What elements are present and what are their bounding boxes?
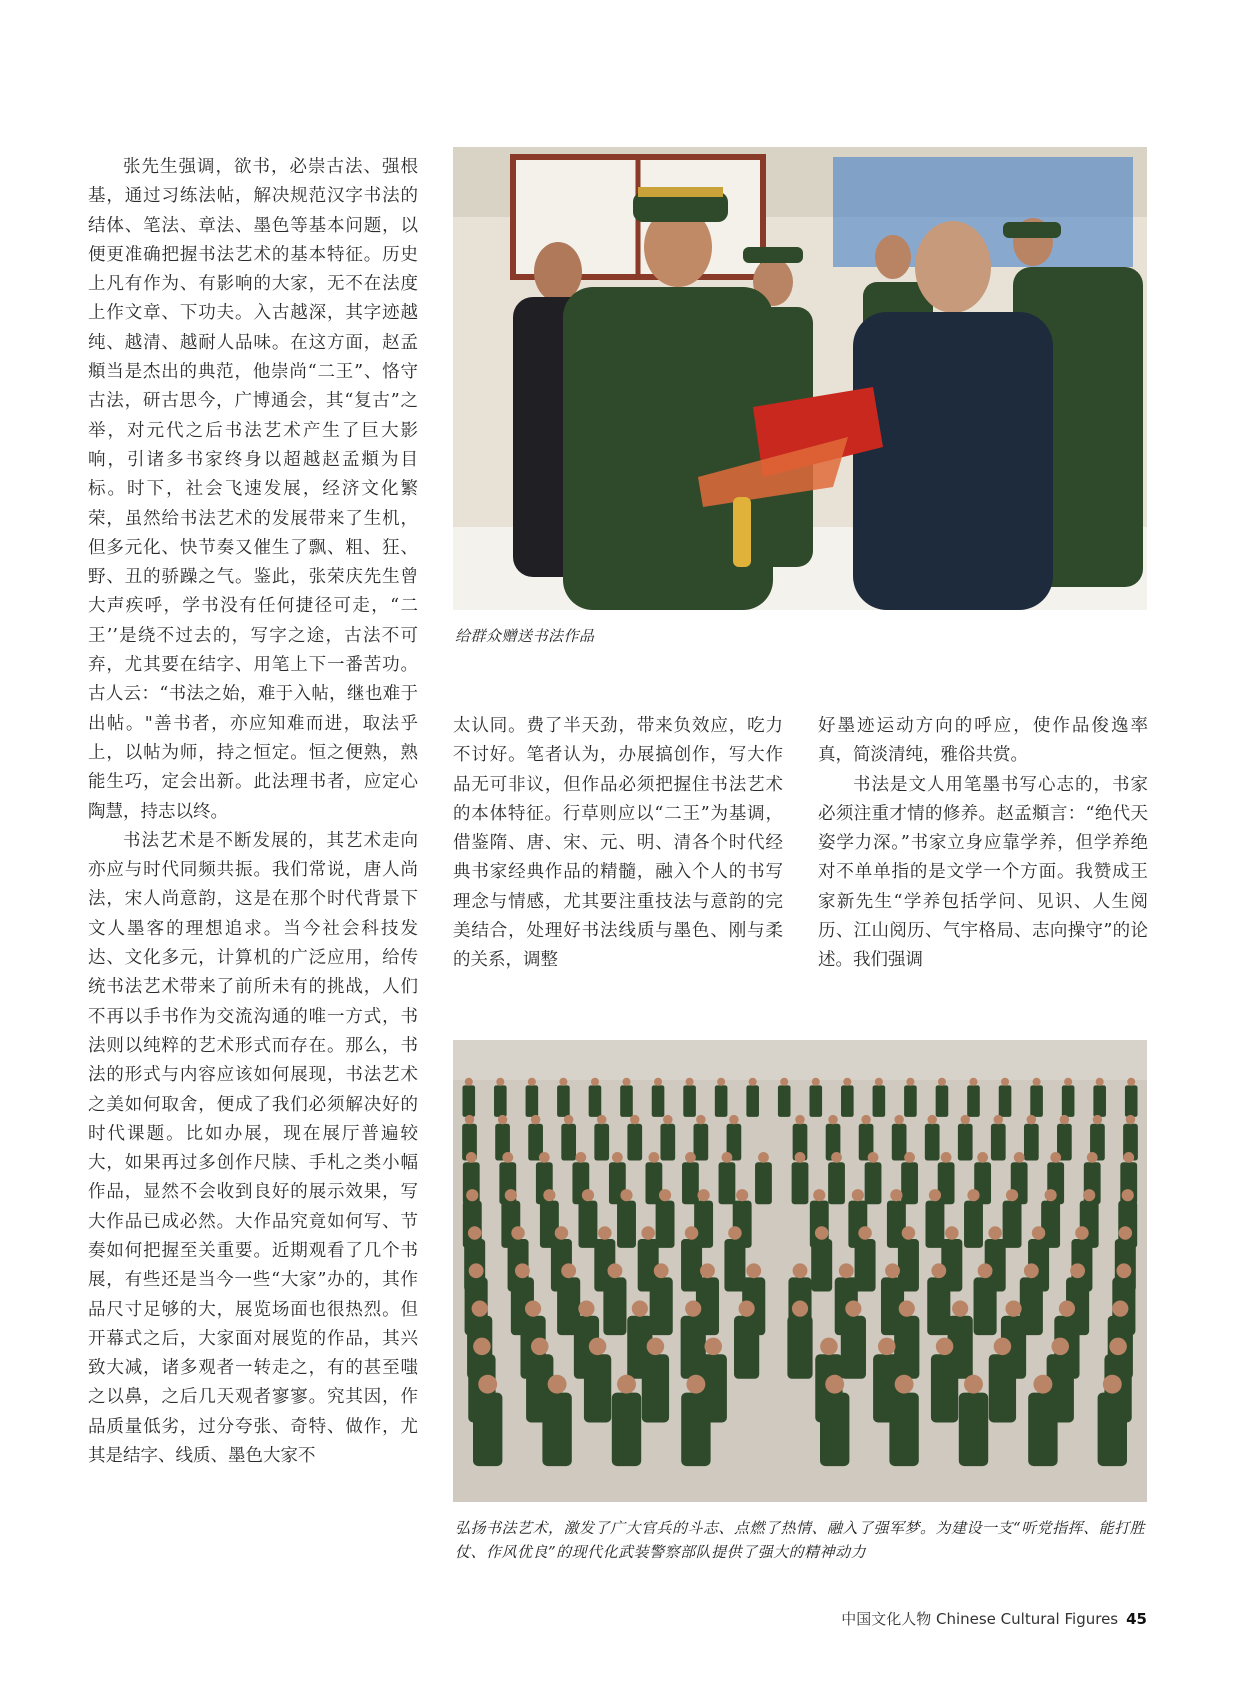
soldier-head bbox=[620, 1189, 632, 1201]
soldier-head bbox=[825, 1375, 844, 1394]
photo-soldiers-formation bbox=[453, 1040, 1147, 1502]
soldier-figure bbox=[792, 1162, 809, 1204]
soldier-figure bbox=[561, 1124, 576, 1161]
paragraph: 书法是文人用笔墨书写心志的，书家必须注重才情的修养。赵孟頫言：“绝代天姿学力深。”书家立身应靠学养，但学养绝对不单单指的是文学一个方面。我赞成王家新先生“学养包括学问、见识、人生阅历、江山阅历、气宇格局、志向操守”的论述。我们强调 bbox=[818, 774, 1148, 971]
soldier-head bbox=[815, 1226, 829, 1240]
soldier-head bbox=[780, 1078, 788, 1086]
soldier-head bbox=[1051, 1338, 1069, 1356]
soldier-head bbox=[598, 1226, 612, 1240]
soldier-head bbox=[813, 1189, 825, 1201]
soldier-head bbox=[858, 1226, 872, 1240]
soldier-head bbox=[1005, 1301, 1021, 1317]
article-column-right bbox=[818, 712, 1148, 976]
soldier-head bbox=[704, 1338, 722, 1356]
soldier-figure bbox=[841, 1085, 854, 1117]
soldier-head bbox=[511, 1226, 525, 1240]
photo-caption: 弘扬书法艺术，激发了广大官兵的斗志、点燃了热情、融入了强军梦。为建设一支“听党指挥、能打胜仗、作风优良”的现代化武装警察部队提供了强大的精神动力 bbox=[455, 1519, 1146, 1561]
soldier-head bbox=[608, 1263, 623, 1278]
soldier-head bbox=[961, 1115, 970, 1124]
soldier-head bbox=[1123, 1152, 1134, 1163]
soldier-head bbox=[1006, 1189, 1018, 1201]
soldier-figure bbox=[828, 1162, 845, 1204]
soldier-head bbox=[902, 1226, 916, 1240]
soldier-figure bbox=[1024, 1124, 1039, 1161]
soldier-figure bbox=[778, 1085, 791, 1117]
soldier-head bbox=[843, 1078, 851, 1086]
soldier-head bbox=[938, 1078, 946, 1086]
soldier-head bbox=[473, 1338, 491, 1356]
soldier-head bbox=[845, 1301, 861, 1317]
soldier-head bbox=[685, 1152, 696, 1163]
soldier-figure bbox=[473, 1393, 502, 1467]
soldier-head bbox=[952, 1301, 968, 1317]
soldier-figure bbox=[627, 1124, 642, 1161]
soldier-figure bbox=[873, 1085, 886, 1117]
soldier-head bbox=[698, 1189, 710, 1201]
soldier-head bbox=[978, 1263, 993, 1278]
soldier-figure bbox=[660, 1124, 675, 1161]
soldier-head bbox=[964, 1375, 983, 1394]
soldier-figure bbox=[787, 1316, 812, 1379]
soldier-head bbox=[795, 1115, 804, 1124]
article-column-middle bbox=[453, 712, 783, 976]
soldier-figure bbox=[755, 1162, 772, 1204]
soldier-head bbox=[632, 1301, 648, 1317]
soldier-head bbox=[654, 1078, 662, 1086]
soldier-head bbox=[478, 1375, 497, 1394]
soldier-figure bbox=[1093, 1085, 1106, 1117]
soldier-head bbox=[890, 1189, 902, 1201]
soldier-figure bbox=[620, 1085, 633, 1117]
photo-gift-presentation bbox=[453, 147, 1147, 610]
soldier-head bbox=[793, 1263, 808, 1278]
soldier-figure bbox=[462, 1085, 475, 1117]
soldier-figure bbox=[841, 1316, 866, 1379]
soldier-head bbox=[685, 1301, 701, 1317]
soldier-head bbox=[904, 1152, 915, 1163]
soldier-figure bbox=[1098, 1393, 1127, 1467]
soldier-head bbox=[498, 1115, 507, 1124]
soldier-figure bbox=[683, 1085, 696, 1117]
soldier-figure bbox=[964, 1201, 983, 1248]
photo-soldiers-formation-illustration bbox=[453, 1040, 1147, 1502]
soldier-figure bbox=[652, 1085, 665, 1117]
soldier-figure bbox=[494, 1085, 507, 1117]
soldier-head bbox=[659, 1189, 671, 1201]
soldier-head bbox=[994, 1338, 1012, 1356]
soldier-head bbox=[1033, 1375, 1052, 1394]
soldier-figure bbox=[931, 1354, 958, 1422]
soldier-head bbox=[820, 1338, 838, 1356]
soldier-head bbox=[977, 1152, 988, 1163]
soldier-figure bbox=[557, 1085, 570, 1117]
soldier-figure bbox=[746, 1085, 759, 1117]
soldier-head bbox=[885, 1263, 900, 1278]
article-column-left bbox=[88, 153, 418, 1471]
soldier-figure bbox=[594, 1124, 609, 1161]
soldier-head bbox=[988, 1226, 1002, 1240]
soldier-figure bbox=[642, 1354, 669, 1422]
soldier-figure bbox=[958, 1124, 973, 1161]
soldier-figure bbox=[1028, 1393, 1057, 1467]
soldier-head bbox=[622, 1078, 630, 1086]
soldier-figure bbox=[682, 1162, 699, 1204]
soldier-figure bbox=[925, 1124, 940, 1161]
soldier-head bbox=[927, 1115, 936, 1124]
soldier-head bbox=[894, 1115, 903, 1124]
paragraph: 书法艺术是不断发展的，其艺术走向亦应与时代同频共振。我们常说，唐人尚法，宋人尚意韵，这是在那个时代背景下文人墨客的理想追求。当今社会科技发达、文化多元，计算机的广泛应用，给传统书法艺术带来了前所未有的挑战，人们不再以手书作为交流沟通的唯一方式，书法则以纯粹的艺术形式而存在。那么，书法的形式与内容应该如何展现，书法艺术之美如何取舍，便成了我们必须解决好的时代课题。比如办展，现在展厅普遍较大，如果再过多创作尺牍、手札之类小幅作品，显然不会收到良好的展示效果，写大作品已成必然。大作品究竟如何写、节奏如何把握至关重要。近期观看了几个书展，有些还是当今一些“大家”办的，其作品尺寸足够的大，展览场面也很热烈。但开幕式之后，大家面对展览的作品，其兴致大减，诸多观者一转走之，有的甚至嗤之以鼻，之后几天观者寥寥。究其因，作品质量低劣，过分夸张、奇特、做作，尤其是结字、线质、墨色大家不 bbox=[88, 830, 418, 1467]
photo-gift-presentation-illustration bbox=[453, 147, 1147, 610]
soldier-figure bbox=[650, 1277, 673, 1335]
soldier-figure bbox=[603, 1277, 626, 1335]
soldier-figure bbox=[578, 1201, 597, 1248]
soldier-head bbox=[852, 1189, 864, 1201]
soldier-head bbox=[555, 1226, 569, 1240]
soldier-figure bbox=[734, 1316, 759, 1379]
soldier-head bbox=[1027, 1115, 1036, 1124]
soldier-head bbox=[931, 1263, 946, 1278]
soldier-head bbox=[1014, 1152, 1025, 1163]
soldier-head bbox=[1045, 1189, 1057, 1201]
soldier-head bbox=[466, 1152, 477, 1163]
soldier-head bbox=[1001, 1078, 1009, 1086]
soldier-head bbox=[1083, 1189, 1095, 1201]
soldier-head bbox=[663, 1115, 672, 1124]
soldier-head bbox=[539, 1152, 550, 1163]
soldier-head bbox=[899, 1301, 915, 1317]
soldier-head bbox=[828, 1115, 837, 1124]
soldier-figure bbox=[1030, 1085, 1043, 1117]
soldier-head bbox=[591, 1078, 599, 1086]
soldier-head bbox=[561, 1263, 576, 1278]
soldier-head bbox=[969, 1078, 977, 1086]
soldier-head bbox=[746, 1263, 761, 1278]
soldier-figure bbox=[889, 1393, 918, 1467]
soldier-head bbox=[696, 1115, 705, 1124]
soldier-head bbox=[895, 1375, 914, 1394]
soldier-figure bbox=[904, 1085, 917, 1117]
soldier-head bbox=[465, 1115, 474, 1124]
soldier-head bbox=[722, 1152, 733, 1163]
soldier-head bbox=[647, 1338, 665, 1356]
soldier-head bbox=[465, 1078, 473, 1086]
soldier-head bbox=[929, 1189, 941, 1201]
soldier-head bbox=[994, 1115, 1003, 1124]
soldier-head bbox=[831, 1152, 842, 1163]
soldier-head bbox=[1096, 1078, 1104, 1086]
soldier-head bbox=[736, 1189, 748, 1201]
soldier-head bbox=[641, 1226, 655, 1240]
soldier-figure bbox=[715, 1085, 728, 1117]
soldier-figure bbox=[809, 1085, 822, 1117]
soldier-head bbox=[878, 1338, 896, 1356]
soldier-head bbox=[654, 1263, 669, 1278]
soldier-head bbox=[531, 1115, 540, 1124]
soldier-head bbox=[1127, 1078, 1135, 1086]
soldier-figure bbox=[901, 1162, 918, 1204]
soldier-head bbox=[700, 1263, 715, 1278]
soldier-head bbox=[528, 1078, 536, 1086]
soldier-figure bbox=[991, 1124, 1006, 1161]
soldier-head bbox=[1109, 1338, 1127, 1356]
soldier-head bbox=[1060, 1115, 1069, 1124]
soldier-head bbox=[1064, 1078, 1072, 1086]
soldier-head bbox=[468, 1226, 482, 1240]
soldier-head bbox=[792, 1301, 808, 1317]
page-number: 45 bbox=[1126, 1610, 1147, 1628]
soldier-figure bbox=[542, 1393, 571, 1467]
soldier-head bbox=[531, 1338, 549, 1356]
soldier-head bbox=[868, 1152, 879, 1163]
paragraph: 张先生强调，欲书，必崇古法、强根基，通过习练法帖，解决规范汉字书法的结体、笔法、章法、墨色等基本问题，以便更准确把握书法艺术的基本特征。历史上凡有作为、有影响的大家，无不在法度上作文章、下功夫。入古越深，其字迹越纯、越清、越耐人品味。在这方面，赵孟頫当是杰出的典范，他崇尚“二王”、恪守古法，研古思今，广博通会，其“复古”之举，对元代之后书法艺术产生了巨大影响，引诸多书家终身以超越赵孟頫为目标。时下，社会飞速发展，经济文化繁荣，虽然给书法艺术的发展带来了生机，但多元化、快节奏又催生了飘、粗、狂、野、丑的骄躁之气。鉴此，张荣庆先生曾大声疾呼，学书没有任何捷径可走，“二王’’是绕不过去的，写字之途，古法不可弃，尤其要在结字、用笔上下一番苦功。古人云：“书法之始，难于入帖，继也难于出帖。"善书者，亦应知难而进，取法乎上，以帖为师，持之恒定。恒之便熟，熟能生巧，定会出新。此法理书者，应定心陶慧，持志以终。 bbox=[88, 157, 418, 822]
soldier-figure bbox=[967, 1085, 980, 1117]
soldier-head bbox=[1126, 1115, 1135, 1124]
soldier-head bbox=[936, 1338, 954, 1356]
soldier-figure bbox=[820, 1393, 849, 1467]
soldier-head bbox=[564, 1115, 573, 1124]
soldier-head bbox=[472, 1301, 488, 1317]
soldier-head bbox=[967, 1189, 979, 1201]
soldier-head bbox=[543, 1189, 555, 1201]
soldier-figure bbox=[936, 1085, 949, 1117]
soldier-figure bbox=[1125, 1085, 1138, 1117]
soldier-head bbox=[861, 1115, 870, 1124]
paragraph: 太认同。费了半天劲，带来负效应，吃力不讨好。笔者认为，办展搞创作，写大作品无可非议，但作品必须把握住书法艺术的本体特征。行草则应以“二王”为基调，借鉴隋、唐、宋、元、明、清各个时代经典书家经典作品的精髓，融入个人的书写理念与情感，尤其要注重技法与意韵的完美结合，处理好书法线质与墨色、刚与柔的关系，调整 bbox=[453, 716, 783, 971]
soldier-figure bbox=[612, 1393, 641, 1467]
soldier-head bbox=[1050, 1152, 1061, 1163]
soldier-head bbox=[839, 1263, 854, 1278]
soldier-head bbox=[502, 1152, 513, 1163]
soldier-head bbox=[739, 1301, 755, 1317]
soldier-figure bbox=[681, 1393, 710, 1467]
soldier-head bbox=[1087, 1152, 1098, 1163]
soldier-figure bbox=[584, 1354, 611, 1422]
soldier-head bbox=[1033, 1078, 1041, 1086]
soldier-head bbox=[559, 1078, 567, 1086]
soldier-figure bbox=[694, 1124, 709, 1161]
soldier-figure bbox=[1003, 1201, 1022, 1248]
soldier-head bbox=[1070, 1263, 1085, 1278]
soldier-head bbox=[1075, 1226, 1089, 1240]
soldier-head bbox=[469, 1263, 484, 1278]
soldier-head bbox=[686, 1375, 705, 1394]
soldier-head bbox=[945, 1226, 959, 1240]
soldier-head bbox=[630, 1115, 639, 1124]
soldier-figure bbox=[1062, 1085, 1075, 1117]
soldier-head bbox=[728, 1226, 742, 1240]
page-footer bbox=[841, 1608, 1147, 1629]
soldier-figure bbox=[927, 1277, 950, 1335]
soldier-figure bbox=[892, 1124, 907, 1161]
soldier-figure bbox=[719, 1162, 736, 1204]
soldier-head bbox=[685, 1226, 699, 1240]
soldier-figure bbox=[959, 1393, 988, 1467]
soldier-head bbox=[875, 1078, 883, 1086]
soldier-head bbox=[906, 1078, 914, 1086]
soldier-head bbox=[1103, 1375, 1122, 1394]
soldier-head bbox=[1116, 1263, 1131, 1278]
soldier-figure bbox=[974, 1277, 997, 1335]
soldier-head bbox=[466, 1189, 478, 1201]
soldier-figure bbox=[656, 1201, 675, 1248]
paragraph: 好墨迹运动方向的呼应，使作品俊逸率真，简淡清纯，雅俗共赏。 bbox=[818, 716, 1148, 766]
photo-caption: 给群众赠送书法作品 bbox=[455, 627, 595, 645]
soldier-figure bbox=[589, 1085, 602, 1117]
soldier-head bbox=[589, 1338, 607, 1356]
soldier-head bbox=[1122, 1189, 1134, 1201]
soldier-head bbox=[1059, 1301, 1075, 1317]
magazine-name: 中国文化人物 Chinese Cultural Figures bbox=[841, 1610, 1119, 1628]
soldier-figure bbox=[865, 1162, 882, 1204]
soldier-head bbox=[812, 1078, 820, 1086]
soldier-head bbox=[505, 1189, 517, 1201]
soldier-head bbox=[575, 1152, 586, 1163]
soldier-head bbox=[1119, 1226, 1133, 1240]
soldier-head bbox=[525, 1301, 541, 1317]
soldier-head bbox=[597, 1115, 606, 1124]
soldier-head bbox=[612, 1152, 623, 1163]
soldier-head bbox=[1093, 1115, 1102, 1124]
soldier-head bbox=[729, 1115, 738, 1124]
soldier-head bbox=[578, 1301, 594, 1317]
soldier-head bbox=[582, 1189, 594, 1201]
soldier-figure bbox=[925, 1201, 944, 1248]
soldier-head bbox=[1024, 1263, 1039, 1278]
soldier-head bbox=[795, 1152, 806, 1163]
soldier-figure bbox=[526, 1085, 539, 1117]
soldier-head bbox=[758, 1152, 769, 1163]
soldier-figure bbox=[811, 1239, 832, 1292]
soldier-head bbox=[1032, 1226, 1046, 1240]
soldier-head bbox=[1112, 1301, 1128, 1317]
soldier-head bbox=[617, 1375, 636, 1394]
soldier-figure bbox=[989, 1354, 1016, 1422]
soldier-head bbox=[548, 1375, 567, 1394]
soldier-head bbox=[648, 1152, 659, 1163]
soldier-head bbox=[515, 1263, 530, 1278]
soldier-figure bbox=[617, 1201, 636, 1248]
soldier-head bbox=[686, 1078, 694, 1086]
soldier-head bbox=[496, 1078, 504, 1086]
soldier-head bbox=[717, 1078, 725, 1086]
soldier-head bbox=[941, 1152, 952, 1163]
soldier-figure bbox=[999, 1085, 1012, 1117]
soldier-head bbox=[749, 1078, 757, 1086]
